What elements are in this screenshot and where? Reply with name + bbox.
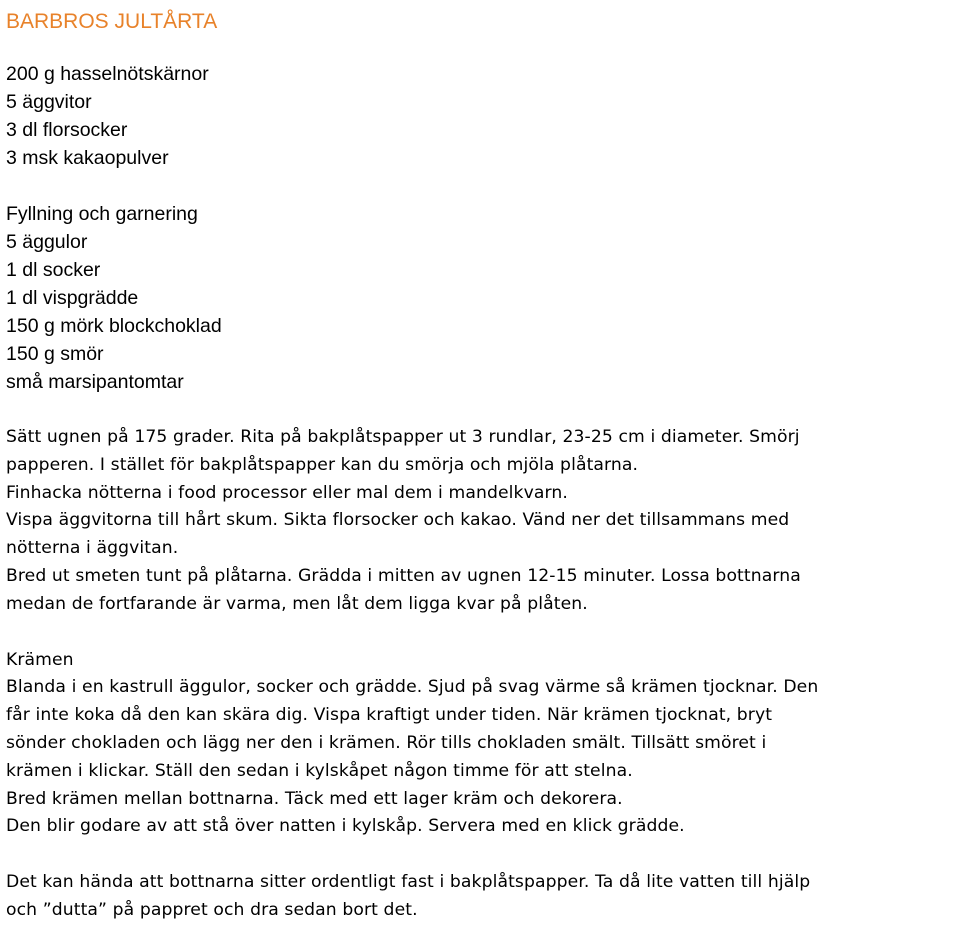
cream-paragraph	[6, 647, 956, 842]
ingredient-item: 3 msk kakaopulver	[6, 147, 169, 169]
instruction-line: medan de fortfarande är varma, men låt dem ligga kvar på plåten.	[6, 593, 588, 614]
tip-paragraph	[6, 869, 956, 925]
ingredients-list	[6, 60, 956, 172]
instruction-line: Sätt ugnen på 175 grader. Rita på bakplåtspapper ut 3 rundlar, 23-25 cm i diameter. Smörj	[6, 427, 800, 447]
instruction-line: papperen. I stället för bakplåtspapper kan du smörja och mjöla plåtarna.	[6, 454, 639, 475]
filling-item: 5 äggulor	[6, 231, 88, 253]
filling-list	[6, 200, 956, 396]
spacer	[6, 841, 956, 869]
spacer	[6, 619, 956, 647]
cream-heading: Krämen	[6, 649, 74, 670]
spacer	[6, 172, 956, 200]
cream-line: Blanda i en kastrull äggulor, socker och grädde. Sjud på svag värme så krämen tjocknar. Den	[6, 677, 819, 698]
cream-line: krämen i klickar. Ställ den sedan i kylskåpet någon timme för att stelna.	[6, 760, 633, 781]
instruction-line: Bred ut smeten tunt på plåtarna. Grädda i mitten av ugnen 12-15 minuter. Lossa bottnarna	[6, 565, 801, 586]
filling-heading: Fyllning och garnering	[6, 203, 198, 225]
instruction-line: Finhacka nötterna i food processor eller mal dem i mandelkvarn.	[6, 482, 568, 503]
filling-item: 150 g mörk blockchoklad	[6, 315, 222, 337]
tip-line: och ”dutta” på pappret och dra sedan bort det.	[6, 899, 418, 920]
ingredient-item: 3 dl florsocker	[6, 119, 128, 141]
instructions-paragraph	[6, 424, 956, 619]
filling-item: 1 dl socker	[6, 259, 101, 281]
cream-line: sönder chokladen och lägg ner den i krämen. Rör tills chokladen smält. Tillsätt smöret i	[6, 732, 767, 753]
cream-line: Den blir godare av att stå över natten i kylskåp. Servera med en klick grädde.	[6, 816, 685, 837]
ingredient-item: 5 äggvitor	[6, 91, 92, 113]
spacer	[6, 396, 956, 424]
recipe-title: BARBROS JULTÅRTA	[6, 10, 218, 33]
recipe-page	[6, 6, 956, 925]
filling-item: 1 dl vispgrädde	[6, 287, 139, 309]
instruction-line: Vispa äggvitorna till hårt skum. Sikta florsocker och kakao. Vänd ner det tillsammans med	[6, 510, 790, 531]
filling-item: små marsipantomtar	[6, 371, 184, 393]
cream-line: får inte koka då den kan skära dig. Vispa kraftigt under tiden. När krämen tjocknat, bryt	[6, 705, 773, 726]
instruction-line: nötterna i äggvitan.	[6, 538, 179, 559]
filling-item: 150 g smör	[6, 343, 104, 365]
cream-line: Bred krämen mellan bottnarna. Täck med ett lager kräm och dekorera.	[6, 788, 623, 809]
tip-line: Det kan hända att bottnarna sitter ordentligt fast i bakplåtspapper. Ta då lite vatten till hjälp	[6, 872, 811, 893]
ingredient-item: 200 g hasselnötskärnor	[6, 63, 209, 85]
